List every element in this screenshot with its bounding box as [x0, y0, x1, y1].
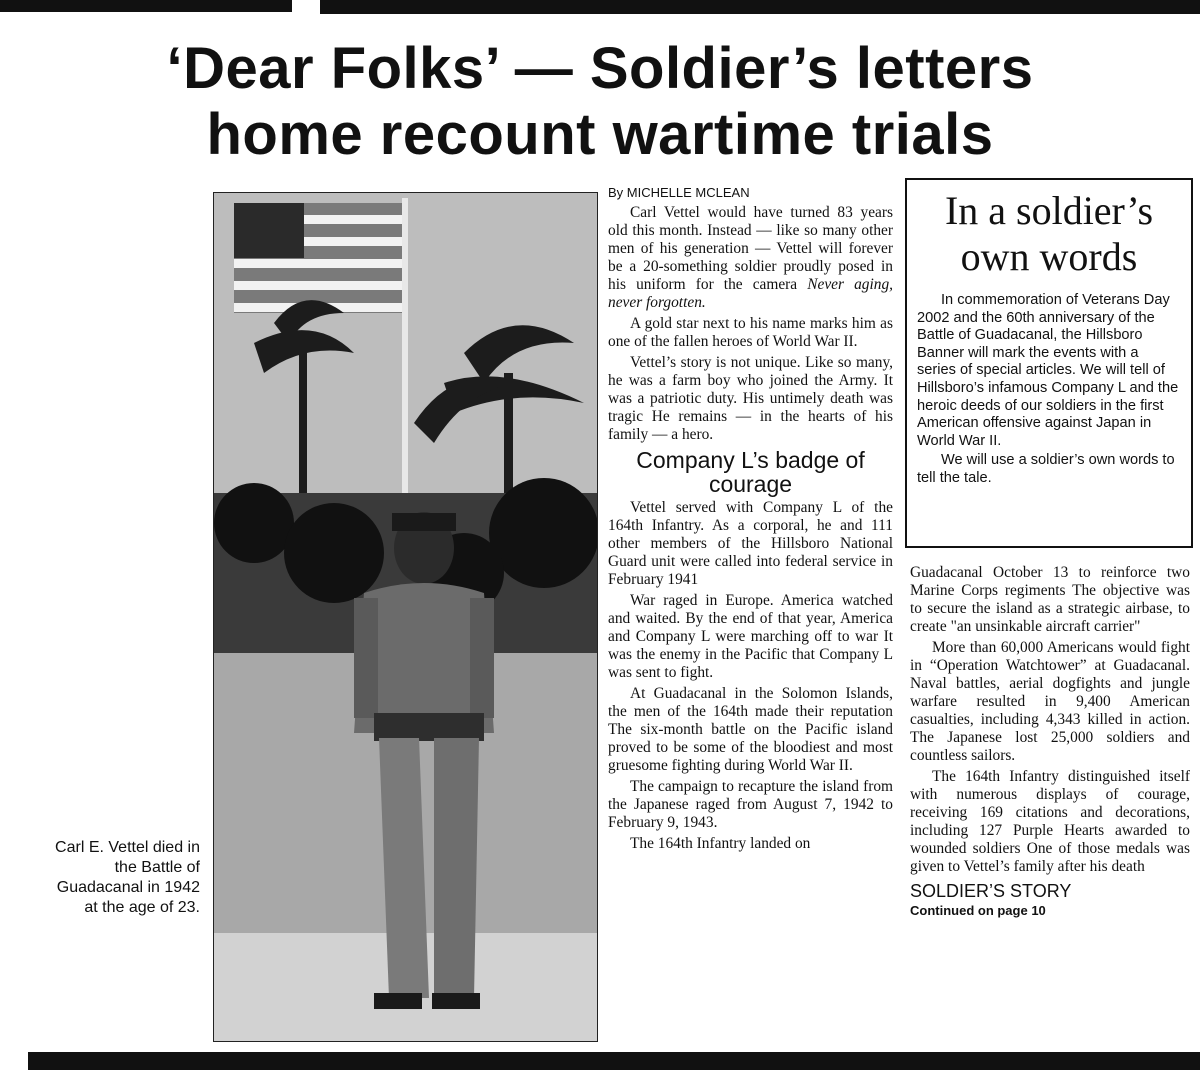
soldier-photo-illustration	[214, 193, 598, 1042]
article-column-middle	[608, 184, 893, 856]
headline	[40, 36, 1160, 168]
sidebar-text	[917, 292, 1181, 488]
sidebar-box	[905, 178, 1193, 548]
soldier-photo	[213, 192, 598, 1042]
article-paragraph: More than 60,000 Americans would fight in “Operation Watchtower” at Guadacanal. Naval battles, aerial dogfights and jungle warfare resulted in 9,400 American casualties, including 4,343 killed in action. The Japanese lost 25,000 soldiers and countless sailors.	[910, 639, 1190, 764]
headline-line-1: ‘Dear Folks’ — Soldier’s letters	[166, 36, 1034, 101]
photo-caption: Carl E. Vettel died in the Battle of Guadacanal in 1942 at the age of 23.	[55, 839, 200, 916]
sidebar-paragraph: In commemoration of Veterans Day 2002 and the 60th anniversary of the Battle of Guadacanal, the Hillsboro Banner will mark the events with a series of special articles. We will tell of Hillsboro’s infamous Company L and the heroic deeds of our soldiers in the first American offensive against Japan in World War II.	[917, 292, 1179, 449]
sidebar-paragraph: We will use a soldier’s own words to tell the tale.	[917, 452, 1175, 486]
article-paragraph: Guadacanal October 13 to reinforce two Marine Corps regiments The objective was to secure the island as a strategic airbase, to create "an unsinkable aircraft carrier"	[910, 564, 1190, 635]
article-paragraph: A gold star next to his name marks him as one of the fallen heroes of World War II.	[608, 315, 893, 350]
continued-link[interactable]: Continued on page 10	[910, 903, 1046, 918]
article-paragraph: The 164th Infantry distinguished itself with numerous displays of courage, receiving 169 citations and decorations, including 127 Purple Hearts awarded to wounded soldiers One of those medals was given to Vettel’s family after his death	[910, 768, 1190, 875]
article-paragraph: The campaign to recapture the island from the Japanese raged from August 7, 1942 to February 9, 1943.	[608, 778, 893, 831]
bottom-rule	[28, 1052, 1200, 1070]
article-paragraph: At Guadacanal in the Solomon Islands, the men of the 164th made their reputation The six-month battle on the Pacific island proved to be some of the bloodiest and most gruesome fighting during World War II.	[608, 685, 893, 774]
top-rule-left	[0, 0, 292, 12]
top-rule-right	[320, 0, 1200, 14]
jump-label: SOLDIER’S STORY	[910, 881, 1072, 901]
flag-graphic	[234, 203, 404, 313]
article-paragraph: The 164th Infantry landed on	[630, 835, 811, 852]
byline: By MICHELLE MCLEAN	[608, 185, 750, 200]
article-paragraph: Carl Vettel would have turned 83 years old this month. Instead — like so many other men of his generation — Vettel will forever be a 20-something soldier proudly posed in his uniform for the camera Never aging, never forgotten.	[608, 204, 893, 311]
headline-line-2: home recount wartime trials	[206, 102, 994, 167]
sidebar-title: In a soldier’s own words	[944, 188, 1154, 279]
article-paragraph: Vettel served with Company L of the 164th Infantry. As a corporal, he and 111 other members of the Hillsboro National Guard unit were called into federal service in February 1941	[608, 499, 893, 588]
article-paragraph: Vettel’s story is not unique. Like so many, he was a farm boy who joined the Army. It was a patriotic duty. His untimely death was tragic He remains — in the hearts of his family — a hero.	[608, 354, 893, 443]
article-subhead: Company L’s badge of courage	[636, 447, 865, 497]
article-paragraph: War raged in Europe. America watched and waited. By the end of that year, America and Company L were marching off to war It was the enemy in the Pacific that Company L was sent to fight.	[608, 592, 893, 681]
article-column-right	[910, 564, 1190, 920]
